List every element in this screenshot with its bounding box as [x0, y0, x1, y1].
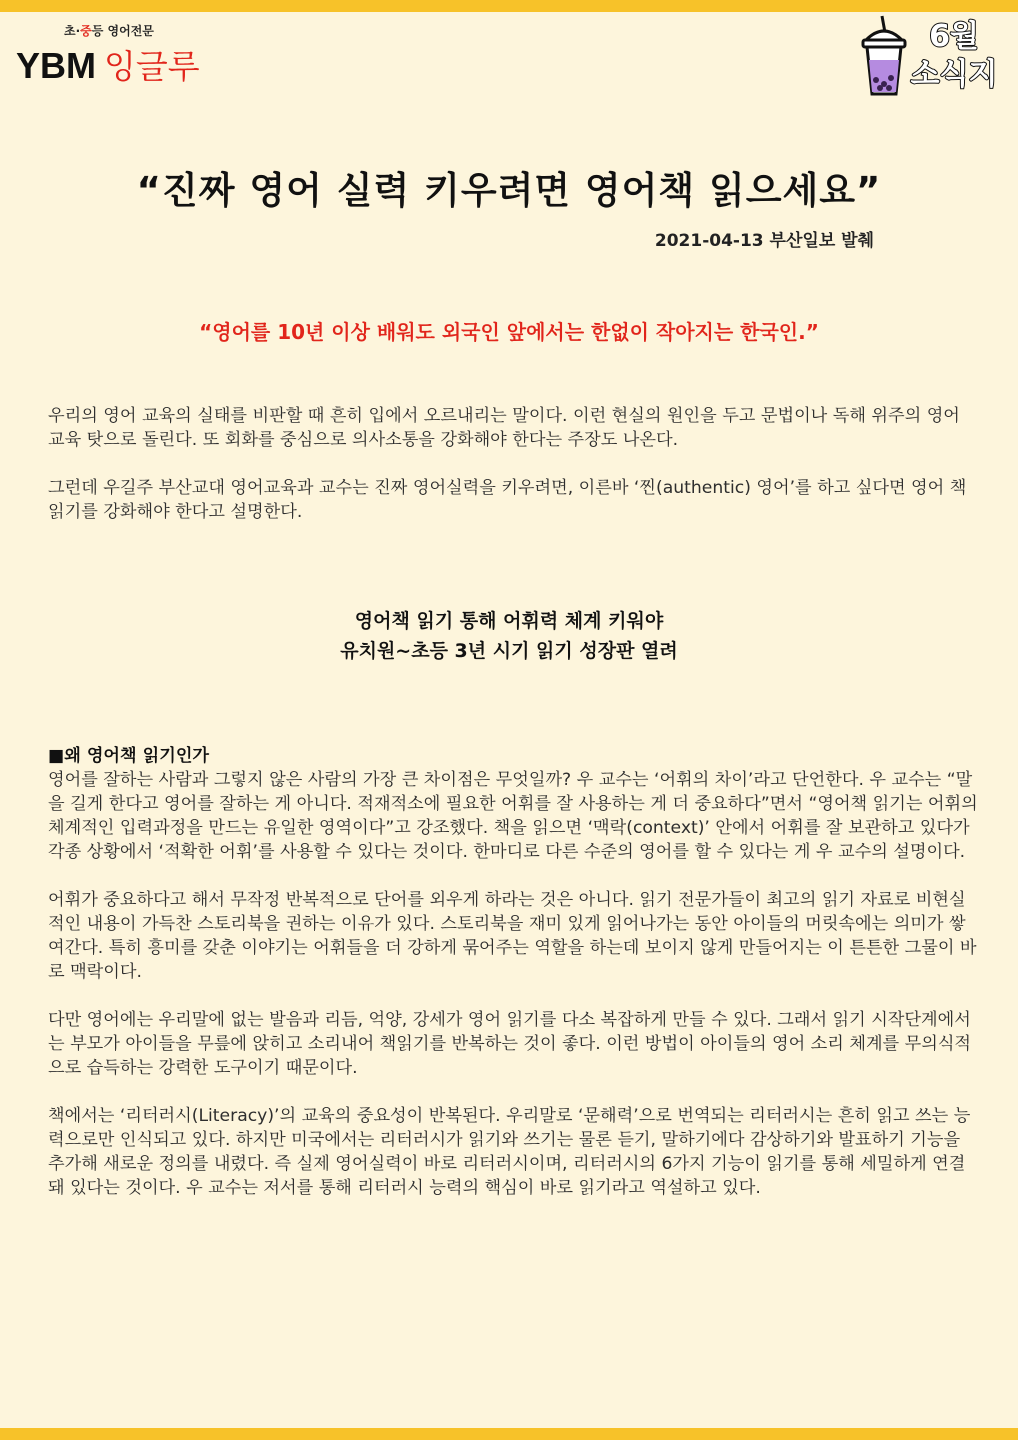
- intro-paragraph: 그런데 우길주 부산교대 영어교육과 교수는 진짜 영어실력을 키우려면, 이른바 ‘찐(authentic) 영어’를 하고 싶다면 영어 책읽기를 강화해야 한다고 설명한다.: [48, 478, 967, 522]
- body-paragraph: 다만 영어에는 우리말에 없는 발음과 리듬, 억양, 강세가 영어 읽기를 다소 복잡하게 만들 수 있다. 그래서 읽기 시작단계에서는 부모가 아이들을 무릎에 앉히고 소리내어 책읽기를 반복하는 것이 좋다. 이런 방법이 아이들의 영어 소리 체계를 무의식적으로 습득하는 강력한 도구이기 때문이다.: [48, 1010, 972, 1078]
- badge-label: 소식지: [910, 57, 998, 92]
- bubble-tea-icon: [860, 14, 908, 98]
- top-accent-band: [0, 0, 1018, 12]
- intro-paragraph: 우리의 영어 교육의 실태를 비판할 때 흔히 입에서 오르내리는 말이다. 이런 현실의 원인을 두고 문법이나 독해 위주의 영어 교육 탓으로 돌린다. 또 회화를 중심으로 의사소통을 강화해야 한다는 주장도 나온다.: [48, 406, 960, 450]
- newsletter-badge: [860, 14, 1000, 98]
- main-section: [48, 744, 978, 1224]
- article-dateline: 2021-04-13 부산일보 발췌: [654, 231, 874, 251]
- badge-month: 6월: [929, 19, 979, 54]
- logo-brand-korean: 잉글루: [104, 47, 200, 86]
- logo-tagline: 초·중등 영어전문: [64, 24, 154, 38]
- body-paragraph: 영어를 잘하는 사람과 그렇지 않은 사람의 가장 큰 차이점은 무엇일까? 우 교수는 ‘어휘의 차이’라고 단언한다. 우 교수는 “말을 길게 한다고 영어를 잘하는 게 아니다. 적재적소에 필요한 어휘를 잘 사용하는 게 더 중요하다”면서 “영어책 읽기는 어휘의 체계적인 입력과정을 만드는 유일한 영역이다”고 강조했다. 책을 읽으면 ‘맥락(context)’ 안에서 어휘를 잘 보관하고 있다가 각종 상황에서 ‘적확한 어휘’를 사용할 수 있다는 것이다. 한마디로 다른 수준의 영어를 할 수 있다는 게 우 교수의 설명이다.: [48, 770, 978, 862]
- article-title: “진짜 영어 실력 키우려면 영어책 읽으세요”: [136, 169, 882, 212]
- body-paragraph: 어휘가 중요하다고 해서 무작정 반복적으로 단어를 외우게 하라는 것은 아니다. 읽기 전문가들이 최고의 읽기 자료로 비현실적인 내용이 가득찬 스토리북을 권하는 이유가 있다. 스토리북을 재미 있게 읽어나가는 동안 아이들의 머릿속에는 의미가 쌓여간다. 특히 흥미를 갖춘 이야기는 어휘들을 더 강하게 묶어주는 역할을 하는데 보이지 않게 만들어지는 이 튼튼한 그물이 바로 맥락이다.: [48, 890, 977, 982]
- intro-section: [48, 404, 978, 548]
- bottom-accent-band: [0, 1428, 1018, 1440]
- brand-logo[interactable]: [16, 22, 200, 88]
- pull-quote: “영어를 10년 이상 배워도 외국인 앞에서는 한없이 작아지는 한국인.”: [199, 320, 819, 344]
- subtitle-block: [0, 606, 1018, 666]
- logo-brand-text: YBM: [16, 45, 96, 86]
- subtitle-line: 유치원~초등 3년 시기 읽기 성장판 열려: [340, 640, 678, 662]
- subtitle-line: 영어책 읽기 통해 어휘력 체계 키워야: [354, 610, 664, 632]
- body-paragraph: 책에서는 ‘리터러시(Literacy)’의 교육의 중요성이 반복된다. 우리말로 ‘문해력’으로 번역되는 리터러시는 흔히 읽고 쓰는 능력으로만 인식되고 있다. 하지만 미국에서는 리터러시가 읽기와 쓰기는 물론 듣기, 말하기에다 감상하기와 발표하기 기능을 추가해 새로운 정의를 내렸다. 즉 실제 영어실력이 바로 리터러시이며, 리터러시의 6가지 기능이 읽기를 통해 세밀하게 연결돼 있다는 것이다. 우 교수는 저서를 통해 리터러시 능력의 핵심이 바로 읽기라고 역설하고 있다.: [48, 1106, 971, 1198]
- section-heading: ■왜 영어책 읽기인가: [48, 746, 210, 766]
